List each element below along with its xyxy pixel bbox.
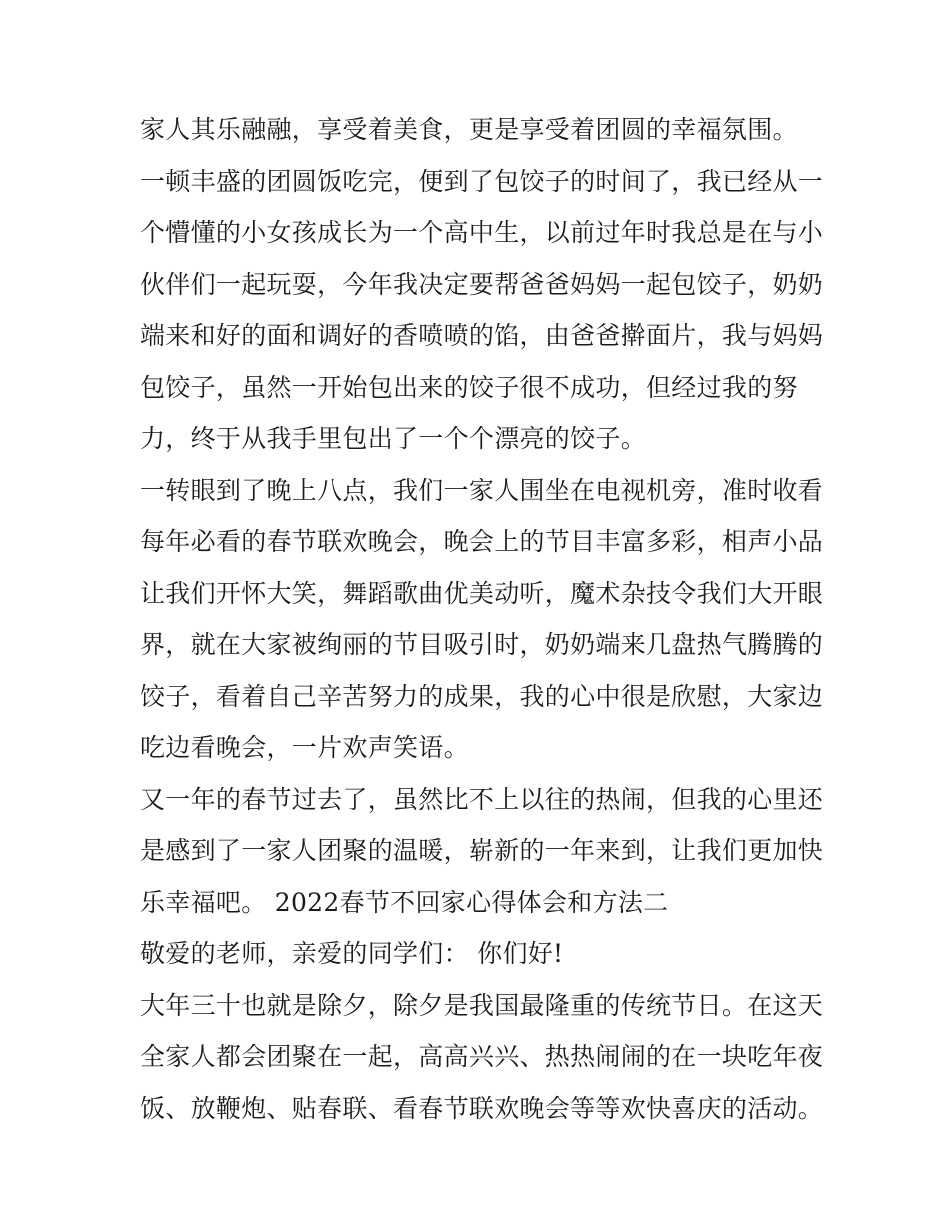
text-line: 界，就在大家被绚丽的节目吸引时，奶奶端来几盘热气腾腾的 — [140, 630, 824, 659]
text-line: 是感到了一家人团聚的温暖，崭新的一年来到，让我们更加快 — [140, 836, 824, 865]
text-line: 一顿丰盛的团圆饭吃完，便到了包饺子的时间了，我已经从一 — [140, 166, 824, 196]
text-line: 让我们开怀大笑，舞蹈歌曲优美动听，魔术杂技令我们大开眼 — [140, 578, 824, 608]
text-line: 饺子，看着自己辛苦努力的成果，我的心中很是欣慰，大家边 — [140, 681, 824, 711]
text-line: 每年必看的春节联欢晚会，晚会上的节目丰富多彩，相声小品 — [140, 527, 824, 556]
text-line: 乐幸福吧。 2022春节不回家心得体会和方法二 — [140, 887, 669, 917]
text-line: 端来和好的面和调好的香喷喷的馅，由爸爸擀面片，我与妈妈 — [140, 321, 824, 350]
text-line: 家人其乐融融，享受着美食，更是享受着团圆的幸福氛围。 — [140, 115, 798, 144]
text-line: 又一年的春节过去了，虽然比不上以往的热闹，但我的心里还 — [140, 784, 824, 814]
text-line: 伙伴们一起玩耍，今年我决定要帮爸爸妈妈一起包饺子，奶奶 — [140, 269, 824, 299]
document-body-text — [140, 104, 830, 1134]
text-line: 敬爱的老师，亲爱的同学们： 你们好! — [140, 939, 564, 968]
text-line: 力，终于从我手里包出了一个个漂亮的饺子。 — [140, 424, 647, 453]
text-line: 大年三十也就是除夕，除夕是我国最隆重的传统节日。在这天 — [140, 990, 824, 1020]
text-line: 包饺子，虽然一开始包出来的饺子很不成功，但经过我的努 — [140, 372, 798, 402]
text-line: 吃边看晚会，一片欢声笑语。 — [140, 733, 469, 762]
text-line: 个懵懂的小女孩成长为一个高中生，以前过年时我总是在与小 — [140, 218, 824, 247]
text-line: 全家人都会团聚在一起，高高兴兴、热热闹闹的在一块吃年夜 — [140, 1042, 824, 1071]
text-line: 一转眼到了晚上八点，我们一家人围坐在电视机旁，准时收看 — [140, 475, 824, 505]
text-line: 饭、放鞭炮、贴春联、看春节联欢晚会等等欢快喜庆的活动。 — [140, 1093, 824, 1123]
